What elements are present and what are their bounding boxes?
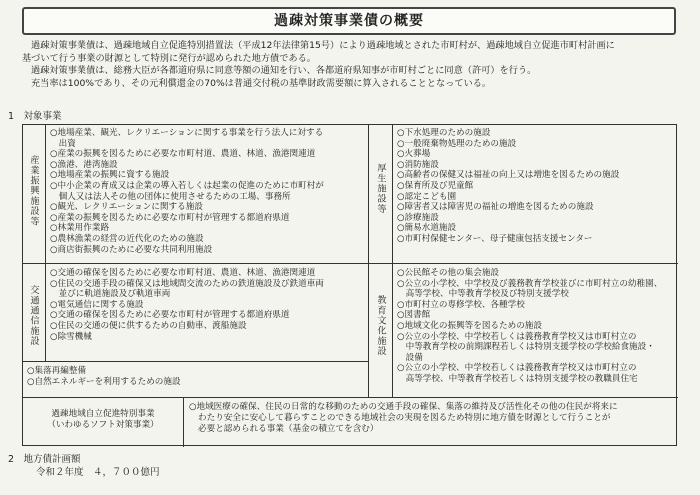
category-label-kosei: 厚生施設等: [375, 163, 386, 214]
list-item: ○障害者又は障害児の福祉の増進を図るための施設: [397, 202, 594, 213]
list-item: ○図書館: [397, 310, 431, 321]
list-item: ○火葬場: [397, 149, 431, 160]
soft-text-line: 必要と認められる事業（基金の積立てを含む）: [198, 424, 379, 434]
kosei-items: [397, 128, 619, 245]
soft-project-description: [189, 402, 618, 435]
soft-text-line: わたり安全に安心して暮らすことのできる地域社会の実現を図るため特別に地方債を財源として行うことが: [198, 413, 611, 423]
list-item: ○一般廃棄物処理のための施設: [397, 138, 517, 149]
soft-project-label: [23, 409, 183, 431]
list-item: ○公立の小学校、中学校若しくは義務教育学校又は市町村立の: [397, 331, 637, 342]
list-item: ○商店街振興のために必要な共同利用施設: [50, 244, 213, 255]
extra-items: [27, 366, 181, 387]
list-item: ○観光、レクリエーションに関する施設: [50, 202, 203, 213]
category-label-sangyo: 産業振興施設等: [28, 155, 39, 227]
list-item: ○電気通信に関する施設: [50, 299, 144, 310]
intro-line: 過疎対策事業債は、過疎地域自立促進特別措置法（平成12年法律第15号）により過疎地域とされた市町村が、過疎地域自立促進市町村計画に: [31, 40, 615, 51]
list-item: ○農林漁業の経営の近代化のための施設: [50, 233, 204, 244]
list-item: ○集落再編整備: [27, 366, 87, 376]
page-title: 過疎対策事業債の概要: [22, 7, 676, 35]
category-label-kotsu: 交通通信施設: [28, 285, 39, 347]
soft-label-line: （いわゆるソフト対策事業）: [47, 420, 159, 430]
list-item: ○林業用作業路: [50, 223, 110, 234]
list-item: ○市町村立の専修学校、各種学校: [397, 299, 525, 310]
list-item: ○中小企業の育成又は企業の導入若しくは起業の促進のために市町村が: [50, 180, 324, 191]
target-projects-table: [22, 124, 677, 446]
list-item: ○下水処理のための施設: [397, 128, 491, 138]
intro-line: 過疎対策事業債は、総務大臣が各都道府県に同意等額の通知を行い、各都道府県知事が市町村ごとに同意（許可）を行う。: [31, 65, 537, 76]
list-item: ○地域文化の振興等を図るための施設: [397, 320, 542, 331]
list-item: ○住民の交通の便に供するための自動車、渡船施設: [50, 320, 247, 331]
list-item: ○診療施設: [397, 212, 439, 223]
plan-amount: 令和２年度 ４，７００億円: [36, 467, 160, 478]
category-label-kyoiku: 教育文化施設: [375, 295, 386, 357]
list-item: ○認定こども園: [397, 191, 457, 202]
list-item: 並びに軌道施設及び軌道車両: [50, 289, 171, 300]
soft-text-line: ○地域医療の確保、住民の日常的な移動のための交通手段の確保、集落の維持及び活性化その他の住民が将来に: [189, 402, 618, 412]
list-item: ○簡易水道施設: [397, 223, 457, 234]
list-item: ○交通の確保を図るために必要な市町村道、農道、林道、漁港関連道: [50, 268, 316, 278]
list-item: ○公立の小学校、中学校若しくは義務教育学校又は市町村立の: [397, 363, 637, 374]
list-item: ○地場産業、観光、レクリエーションに関する事業を行う法人に対する: [50, 128, 324, 138]
list-item: ○自然エネルギーを利用するための施設: [27, 376, 181, 387]
soft-label-line: 過疎地域自立促進特別事業: [51, 409, 155, 419]
list-item: ○漁港、港湾施設: [50, 159, 118, 170]
intro-line: 基づいて行う事業の財源として特別に発行が認められた地方債である。: [22, 52, 316, 64]
list-item: ○公立の小学校、中学校及び義務教育学校並びに市町村立の幼稚園、: [397, 278, 663, 289]
list-item: 高等学校、中等教育学校及び特別支援学校: [397, 289, 569, 300]
list-item: 設備: [397, 352, 423, 363]
list-item: ○住民の交通手段の確保又は地域間交流のための鉄道施設及び鉄道車両: [50, 278, 324, 289]
list-item: ○交通の確保を図るために必要な市町村が管理する都道府県道: [50, 310, 290, 321]
list-item: ○地場産業の振興に資する施設: [50, 170, 170, 181]
intro-line: 充当率は100%であり、その元利償還金の70%は普通交付税の基準財政需要額に算入されることとなっている。: [31, 77, 492, 89]
list-item: 出資: [50, 138, 76, 149]
section-heading-plan-amount: 2 地方債計画額: [8, 454, 81, 465]
list-item: ○高齢者の保健又は福祉の向上又は増進を図るための施設: [397, 170, 620, 181]
kotsu-items: [50, 268, 324, 342]
list-item: ○市町村保健センター、母子健康包括支援センター: [397, 233, 593, 244]
list-item: ○公民館その他の集会施設: [397, 268, 500, 278]
kyoiku-items: [397, 268, 662, 385]
list-item: ○除雪機械: [50, 331, 92, 342]
list-item: 中等教育学校の前期課程若しくは特別支援学校の学校給食施設・: [397, 342, 655, 353]
list-item: ○保育所及び児童館: [397, 180, 474, 191]
section-heading-target-projects: 1 対象事業: [8, 111, 62, 122]
intro-text: [22, 40, 677, 90]
list-item: ○消防施設: [397, 159, 439, 170]
list-item: 高等学校、中等教育学校若しくは特別支援学校の教職員住宅: [397, 373, 638, 384]
list-item: ○産業の振興を図るために必要な市町村が管理する都道府県道: [50, 212, 290, 223]
list-item: ○産業の振興を図るために必要な市町村道、農道、林道、漁港関連道: [50, 149, 316, 160]
list-item: 個人又は法人その他の団体に使用させるための工場、事務所: [50, 191, 291, 202]
sangyo-items: [50, 128, 324, 255]
